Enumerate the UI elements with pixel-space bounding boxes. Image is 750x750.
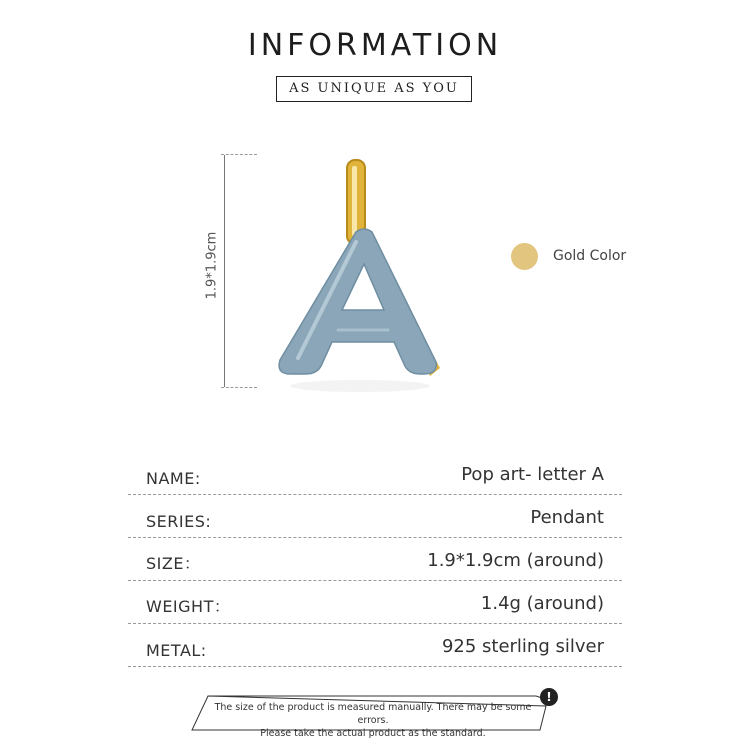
spec-key: WEIGHT： <box>146 597 231 616</box>
spec-row-series <box>128 495 622 538</box>
spec-value: 1.9*1.9cm (around) <box>427 550 604 571</box>
page-subtitle: AS UNIQUE AS YOU <box>276 76 472 102</box>
exclamation-icon: ! <box>540 688 558 706</box>
color-option-label: Gold Color <box>553 248 627 264</box>
spec-key: SIZE： <box>146 554 201 573</box>
dimension-line <box>224 155 225 387</box>
dimension-tick-bottom <box>221 387 257 388</box>
spec-value: Pop art- letter A <box>461 464 604 485</box>
page-title: INFORMATION <box>247 28 503 63</box>
product-image <box>260 150 460 400</box>
disclaimer-notice <box>188 686 560 739</box>
disclaimer-line-1: The size of the product is measured manually. There may be some errors. <box>214 702 532 726</box>
spec-row-metal <box>128 624 622 667</box>
spec-key: SERIES: <box>146 512 212 531</box>
disclaimer-text <box>208 701 538 740</box>
spec-row-weight <box>128 581 622 624</box>
spec-table <box>128 452 622 667</box>
dimension-indicator <box>198 150 268 390</box>
spec-key: NAME: <box>146 469 201 488</box>
letter-a-pendant-image <box>260 150 460 400</box>
dimension-tick-top <box>221 154 257 155</box>
spec-value: 1.4g (around) <box>480 593 604 614</box>
spec-key: METAL: <box>146 641 207 660</box>
gold-color-swatch[interactable] <box>511 243 538 270</box>
spec-value: 925 sterling silver <box>441 636 604 657</box>
dimension-label: 1.9*1.9cm <box>204 231 220 300</box>
spec-row-name <box>128 452 622 495</box>
spec-value: Pendant <box>530 507 604 528</box>
disclaimer-line-2: Please take the actual product as the standard. <box>260 728 486 739</box>
spec-row-size <box>128 538 622 581</box>
